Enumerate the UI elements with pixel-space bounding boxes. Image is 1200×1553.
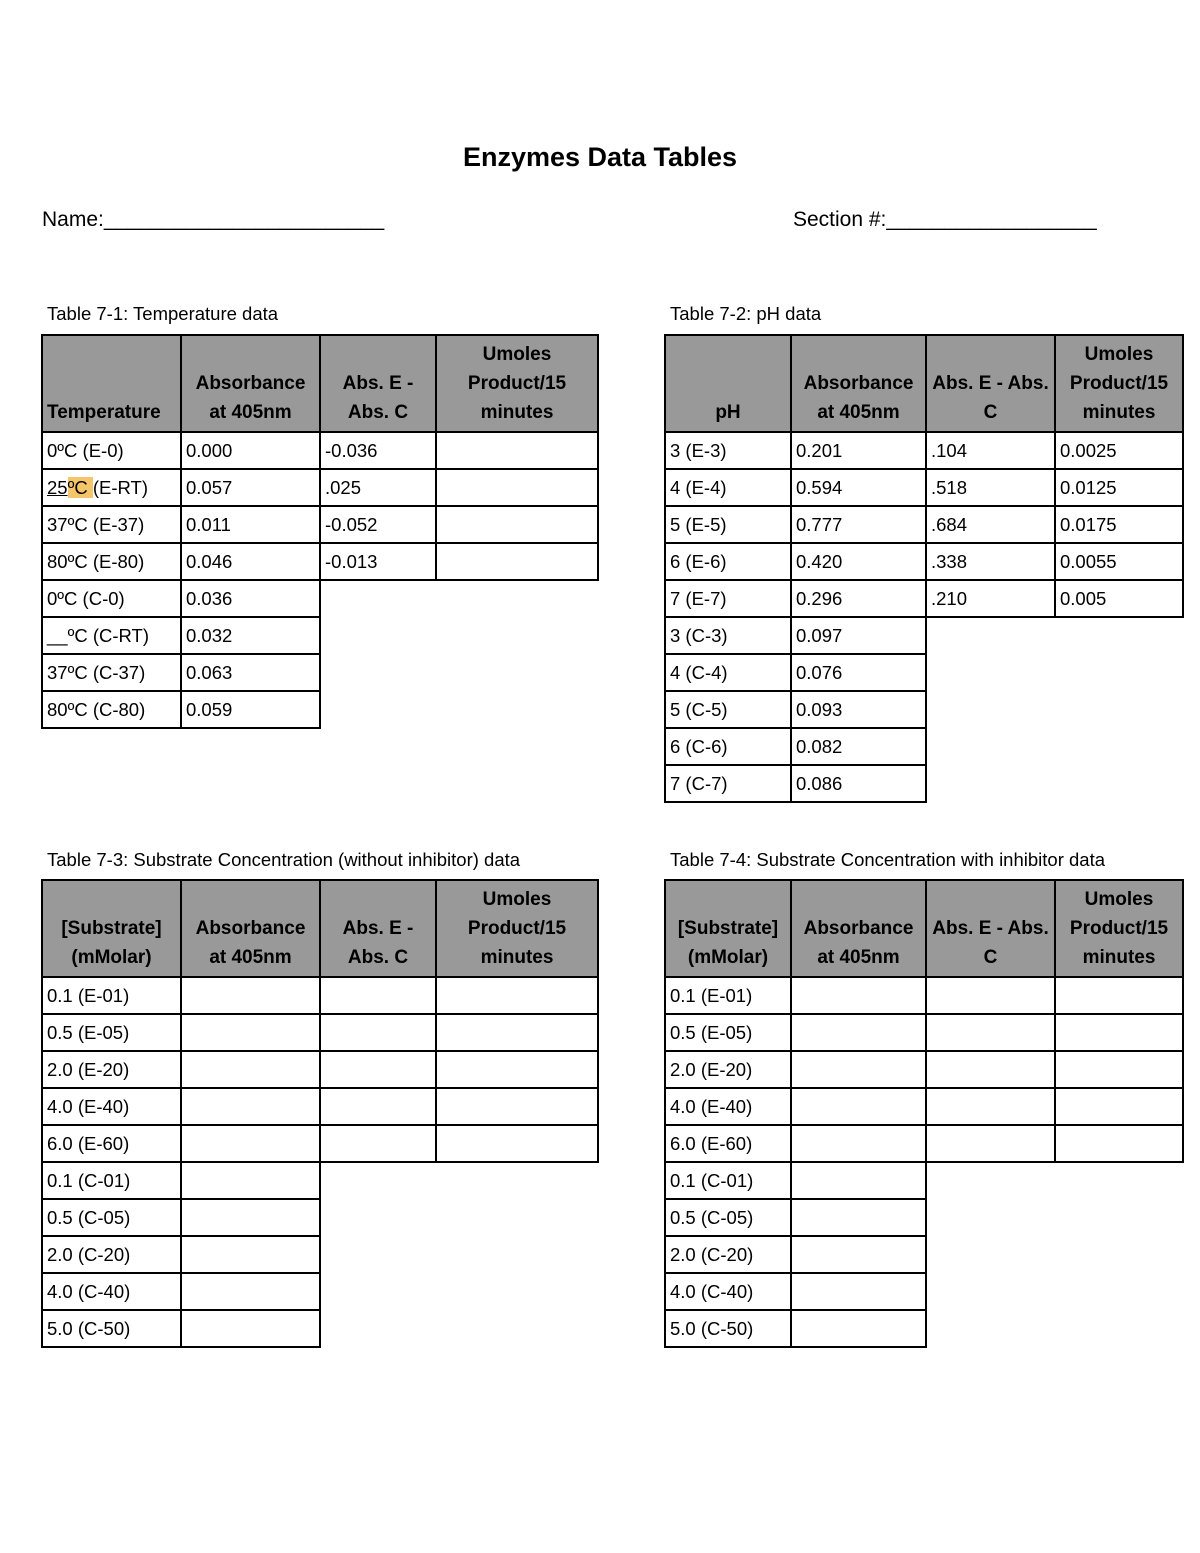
cell-sample: 80ºC (C-80)	[42, 691, 181, 728]
empty-space	[320, 1162, 436, 1199]
empty-space	[320, 1199, 436, 1236]
cell-umoles[interactable]	[436, 432, 598, 469]
cell-umoles[interactable]	[436, 977, 598, 1014]
cell-difference[interactable]	[926, 1088, 1055, 1125]
table-row	[42, 506, 598, 543]
column-header-difference: Abs. E - Abs. C	[320, 335, 436, 432]
column-header-difference: Abs. E - Abs. C	[320, 880, 436, 977]
table-7-3-caption: Table 7-3: Substrate Concentration (without inhibitor) data	[47, 849, 521, 870]
cell-absorbance[interactable]	[181, 1199, 320, 1236]
empty-space	[320, 1236, 436, 1273]
cell-difference[interactable]	[926, 1051, 1055, 1088]
table-row	[665, 543, 1183, 580]
cell-sample: 2.0 (E-20)	[42, 1051, 181, 1088]
cell-sample: 6 (E-6)	[665, 543, 791, 580]
table-row	[665, 1199, 1183, 1236]
cell-umoles[interactable]	[436, 506, 598, 543]
empty-space	[436, 654, 598, 691]
cell-difference[interactable]	[320, 1014, 436, 1051]
cell-sample: 4.0 (C-40)	[42, 1273, 181, 1310]
table-row	[665, 728, 1183, 765]
table-row	[42, 1273, 598, 1310]
cell-absorbance[interactable]	[181, 1162, 320, 1199]
column-header-sample: pH	[665, 335, 791, 432]
empty-space	[436, 580, 598, 617]
cell-sample: 5.0 (C-50)	[42, 1310, 181, 1347]
table-row	[42, 1310, 598, 1347]
section-label: Section #:	[793, 208, 887, 231]
cell-difference[interactable]	[320, 1088, 436, 1125]
cell-umoles[interactable]: 0.0125	[1055, 469, 1183, 506]
table-row	[665, 617, 1183, 654]
empty-space	[320, 1310, 436, 1347]
empty-space	[436, 1236, 598, 1273]
column-header-umoles: Umoles Product/15 minutes	[1055, 335, 1183, 432]
empty-space	[436, 1162, 598, 1199]
table-row	[665, 1051, 1183, 1088]
cell-absorbance[interactable]	[181, 1310, 320, 1347]
cell-difference[interactable]: -0.052	[320, 506, 436, 543]
empty-space	[436, 1273, 598, 1310]
empty-space	[926, 1199, 1055, 1236]
cell-sample: 0ºC (C-0)	[42, 580, 181, 617]
name-blank[interactable]: ________________________	[103, 208, 385, 231]
empty-space	[926, 1236, 1055, 1273]
cell-absorbance[interactable]: 0.046	[181, 543, 320, 580]
cell-difference[interactable]: .210	[926, 580, 1055, 617]
table-row	[42, 1014, 598, 1051]
table-row	[42, 1051, 598, 1088]
empty-space	[436, 617, 598, 654]
cell-sample: 0ºC (E-0)	[42, 432, 181, 469]
cell-umoles[interactable]: 0.0025	[1055, 432, 1183, 469]
cell-difference[interactable]	[926, 1125, 1055, 1162]
cell-absorbance[interactable]: 0.076	[791, 654, 926, 691]
cell-difference[interactable]: -0.013	[320, 543, 436, 580]
cell-absorbance[interactable]	[181, 1088, 320, 1125]
cell-sample: 4.0 (C-40)	[665, 1273, 791, 1310]
table-7-1-caption: Table 7-1: Temperature data	[47, 303, 279, 324]
cell-absorbance[interactable]: 0.011	[181, 506, 320, 543]
column-header-difference: Abs. E - Abs. C	[926, 880, 1055, 977]
empty-space	[1055, 654, 1183, 691]
empty-space	[1055, 691, 1183, 728]
cell-umoles[interactable]	[436, 1088, 598, 1125]
cell-sample: 7 (C-7)	[665, 765, 791, 802]
cell-umoles[interactable]	[436, 1125, 598, 1162]
cell-absorbance[interactable]: 0.420	[791, 543, 926, 580]
cell-sample: 5.0 (C-50)	[665, 1310, 791, 1347]
cell-absorbance[interactable]: 0.296	[791, 580, 926, 617]
table-7-2-caption: Table 7-2: pH data	[670, 303, 822, 324]
empty-space	[1055, 617, 1183, 654]
cell-sample: 4.0 (E-40)	[665, 1088, 791, 1125]
cell-absorbance[interactable]	[791, 1273, 926, 1310]
cell-umoles[interactable]	[436, 1051, 598, 1088]
cell-absorbance[interactable]	[791, 1051, 926, 1088]
cell-absorbance[interactable]	[791, 1310, 926, 1347]
table-row	[42, 1125, 598, 1162]
table-row	[42, 977, 598, 1014]
empty-space	[926, 1162, 1055, 1199]
page-title: Enzymes Data Tables	[462, 142, 738, 172]
cell-difference[interactable]: .684	[926, 506, 1055, 543]
column-header-sample: [Substrate] (mMolar)	[665, 880, 791, 977]
table-row	[42, 617, 598, 654]
cell-sample: 5 (E-5)	[665, 506, 791, 543]
cell-absorbance[interactable]	[791, 1125, 926, 1162]
cell-sample: 0.1 (C-01)	[665, 1162, 791, 1199]
empty-space	[1055, 1199, 1183, 1236]
cell-absorbance[interactable]	[181, 1014, 320, 1051]
cell-absorbance[interactable]	[791, 1162, 926, 1199]
cell-sample: 4 (E-4)	[665, 469, 791, 506]
column-header-absorbance: Absorbance at 405nm	[181, 335, 320, 432]
cell-absorbance[interactable]: 0.777	[791, 506, 926, 543]
name-label: Name:	[42, 208, 104, 231]
empty-space	[1055, 765, 1183, 802]
cell-umoles[interactable]: 0.0055	[1055, 543, 1183, 580]
column-header-difference: Abs. E - Abs. C	[926, 335, 1055, 432]
cell-absorbance[interactable]: 0.093	[791, 691, 926, 728]
empty-space	[926, 1273, 1055, 1310]
section-blank[interactable]: __________________	[886, 208, 1097, 231]
cell-sample: 37ºC (E-37)	[42, 506, 181, 543]
substrate-inhibitor-table	[664, 879, 1184, 1348]
column-header-absorbance: Absorbance at 405nm	[181, 880, 320, 977]
cell-sample: 25ºC (E-RT)	[42, 469, 181, 506]
cell-sample: 0.1 (E-01)	[665, 977, 791, 1014]
cell-sample: 4.0 (E-40)	[42, 1088, 181, 1125]
column-header-absorbance: Absorbance at 405nm	[791, 335, 926, 432]
section-field	[793, 208, 1097, 232]
table-row	[42, 691, 598, 728]
cell-absorbance[interactable]: 0.059	[181, 691, 320, 728]
empty-space	[926, 765, 1055, 802]
cell-absorbance[interactable]: 0.036	[181, 580, 320, 617]
column-header-umoles: Umoles Product/15 minutes	[436, 880, 598, 977]
cell-umoles[interactable]: 0.005	[1055, 580, 1183, 617]
empty-space	[1055, 728, 1183, 765]
cell-umoles[interactable]	[436, 469, 598, 506]
cell-difference[interactable]	[320, 977, 436, 1014]
cell-difference[interactable]	[320, 1051, 436, 1088]
empty-space	[1055, 1236, 1183, 1273]
cell-difference[interactable]	[320, 1125, 436, 1162]
cell-absorbance[interactable]	[791, 1088, 926, 1125]
column-header-absorbance: Absorbance at 405nm	[791, 880, 926, 977]
cell-sample: 2.0 (C-20)	[665, 1236, 791, 1273]
cell-difference[interactable]	[926, 977, 1055, 1014]
cell-sample: 0.1 (C-01)	[42, 1162, 181, 1199]
cell-absorbance[interactable]: 0.086	[791, 765, 926, 802]
cell-difference[interactable]: .338	[926, 543, 1055, 580]
ph-table	[664, 334, 1184, 803]
column-header-sample: Temperature	[42, 335, 181, 432]
empty-space	[320, 617, 436, 654]
cell-difference[interactable]: .104	[926, 432, 1055, 469]
cell-absorbance[interactable]: 0.201	[791, 432, 926, 469]
cell-sample: 0.1 (E-01)	[42, 977, 181, 1014]
table-row	[42, 654, 598, 691]
cell-umoles[interactable]	[1055, 1088, 1183, 1125]
table-row	[665, 691, 1183, 728]
table-row	[42, 1162, 598, 1199]
cell-umoles[interactable]	[436, 543, 598, 580]
cell-absorbance[interactable]	[181, 1273, 320, 1310]
table-row	[665, 1014, 1183, 1051]
cell-absorbance[interactable]	[791, 977, 926, 1014]
cell-sample: 3 (C-3)	[665, 617, 791, 654]
cell-absorbance[interactable]	[181, 977, 320, 1014]
cell-absorbance[interactable]: 0.097	[791, 617, 926, 654]
table-row	[42, 1088, 598, 1125]
empty-space	[436, 691, 598, 728]
empty-space	[320, 1273, 436, 1310]
cell-sample: 80ºC (E-80)	[42, 543, 181, 580]
table-row	[665, 1125, 1183, 1162]
table-row	[42, 1236, 598, 1273]
empty-space	[1055, 1310, 1183, 1347]
cell-sample: 6 (C-6)	[665, 728, 791, 765]
empty-space	[926, 617, 1055, 654]
cell-sample: 4 (C-4)	[665, 654, 791, 691]
cell-absorbance[interactable]: 0.057	[181, 469, 320, 506]
temperature-table	[41, 334, 599, 729]
column-header-umoles: Umoles Product/15 minutes	[1055, 880, 1183, 977]
cell-sample: 7 (E-7)	[665, 580, 791, 617]
table-row	[42, 469, 598, 506]
cell-sample: 2.0 (C-20)	[42, 1236, 181, 1273]
table-row	[42, 1199, 598, 1236]
table-row	[665, 580, 1183, 617]
empty-space	[926, 1310, 1055, 1347]
empty-space	[320, 691, 436, 728]
substrate-table	[41, 879, 599, 1348]
empty-space	[1055, 1162, 1183, 1199]
cell-sample: 0.5 (E-05)	[42, 1014, 181, 1051]
cell-sample: 0.5 (E-05)	[665, 1014, 791, 1051]
table-row	[665, 1236, 1183, 1273]
name-field	[42, 208, 384, 232]
table-row	[665, 765, 1183, 802]
table-row	[665, 432, 1183, 469]
column-header-sample: [Substrate] (mMolar)	[42, 880, 181, 977]
table-row	[42, 432, 598, 469]
cell-absorbance[interactable]	[791, 1199, 926, 1236]
cell-umoles[interactable]: 0.0175	[1055, 506, 1183, 543]
cell-difference[interactable]	[926, 1014, 1055, 1051]
cell-absorbance[interactable]: 0.082	[791, 728, 926, 765]
cell-absorbance[interactable]: 0.032	[181, 617, 320, 654]
cell-umoles[interactable]	[1055, 1125, 1183, 1162]
table-row	[665, 506, 1183, 543]
table-row	[665, 469, 1183, 506]
cell-umoles[interactable]	[436, 1014, 598, 1051]
table-row	[665, 977, 1183, 1014]
table-row	[665, 1162, 1183, 1199]
cell-absorbance[interactable]	[181, 1051, 320, 1088]
cell-difference[interactable]: .025	[320, 469, 436, 506]
table-row	[42, 580, 598, 617]
table-row	[665, 654, 1183, 691]
cell-absorbance[interactable]	[791, 1236, 926, 1273]
cell-absorbance[interactable]: 0.000	[181, 432, 320, 469]
cell-absorbance[interactable]	[181, 1125, 320, 1162]
cell-difference[interactable]: .518	[926, 469, 1055, 506]
empty-space	[926, 691, 1055, 728]
cell-sample: 37ºC (C-37)	[42, 654, 181, 691]
empty-space	[1055, 1273, 1183, 1310]
cell-sample: 0.5 (C-05)	[665, 1199, 791, 1236]
table-7-4-caption: Table 7-4: Substrate Concentration with inhibitor data	[670, 849, 1106, 870]
cell-sample: __ºC (C-RT)	[42, 617, 181, 654]
empty-space	[320, 654, 436, 691]
empty-space	[436, 1199, 598, 1236]
empty-space	[436, 1310, 598, 1347]
cell-umoles[interactable]	[1055, 977, 1183, 1014]
cell-absorbance[interactable]	[181, 1236, 320, 1273]
empty-space	[320, 580, 436, 617]
cell-sample: 5 (C-5)	[665, 691, 791, 728]
empty-space	[926, 728, 1055, 765]
table-row	[42, 543, 598, 580]
cell-umoles[interactable]	[1055, 1014, 1183, 1051]
cell-sample: 6.0 (E-60)	[665, 1125, 791, 1162]
cell-sample: 3 (E-3)	[665, 432, 791, 469]
table-row	[665, 1273, 1183, 1310]
cell-absorbance[interactable]: 0.063	[181, 654, 320, 691]
cell-sample: 2.0 (E-20)	[665, 1051, 791, 1088]
cell-absorbance[interactable]	[791, 1014, 926, 1051]
cell-sample: 0.5 (C-05)	[42, 1199, 181, 1236]
cell-sample: 6.0 (E-60)	[42, 1125, 181, 1162]
cell-umoles[interactable]	[1055, 1051, 1183, 1088]
table-row	[665, 1310, 1183, 1347]
column-header-umoles: Umoles Product/15 minutes	[436, 335, 598, 432]
cell-absorbance[interactable]: 0.594	[791, 469, 926, 506]
cell-difference[interactable]: -0.036	[320, 432, 436, 469]
empty-space	[926, 654, 1055, 691]
table-row	[665, 1088, 1183, 1125]
